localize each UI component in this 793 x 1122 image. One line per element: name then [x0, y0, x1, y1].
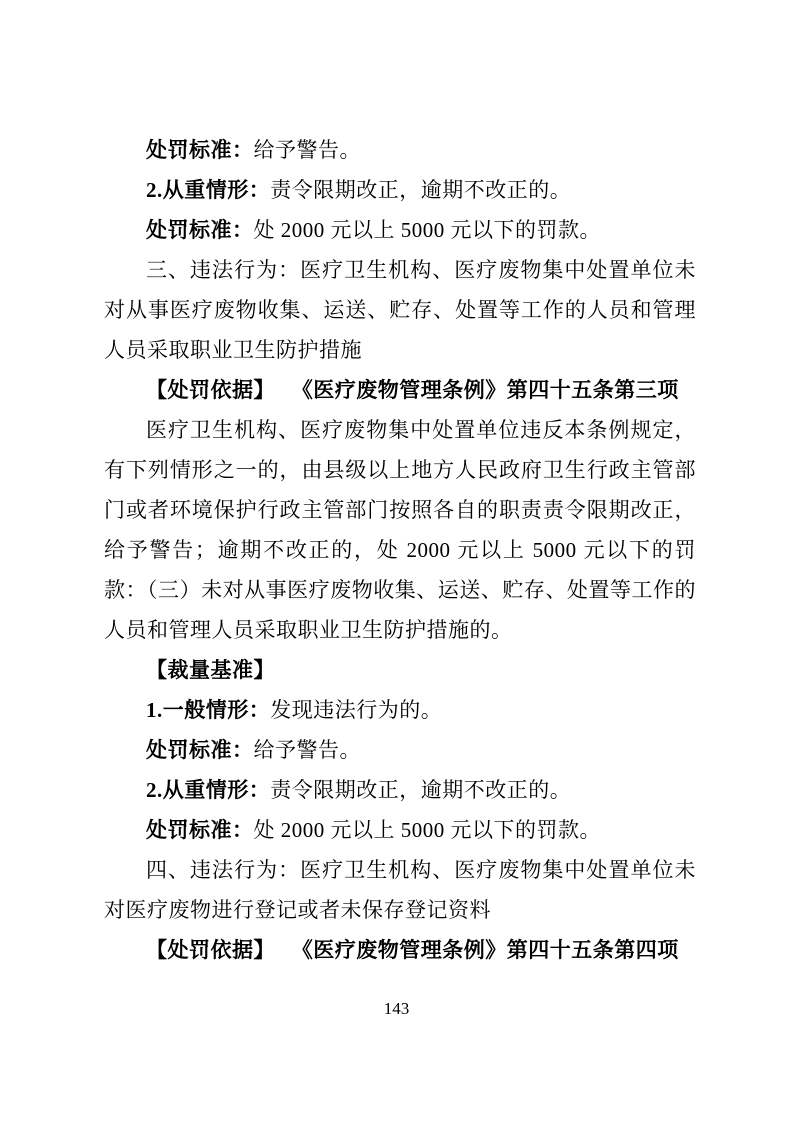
text-run: 给予警告。	[253, 138, 361, 162]
bold-text-run: 处罚标准：	[146, 218, 254, 242]
paragraph	[104, 130, 696, 170]
page-number: 143	[383, 999, 410, 1018]
text-run: 发现违法行为的。	[270, 698, 443, 722]
text-run: 责令限期改正，逾期不改正的。	[270, 178, 572, 202]
bold-text-run: 【处罚依据】 《医疗废物管理条例》第四十五条第三项	[146, 378, 679, 402]
bold-text-run: 【处罚依据】 《医疗废物管理条例》第四十五条第四项	[146, 938, 679, 962]
paragraph	[104, 690, 696, 730]
paragraph	[104, 370, 696, 410]
bold-text-run: 处罚标准：	[146, 818, 254, 842]
paragraph	[104, 930, 696, 970]
document-body	[104, 130, 696, 970]
bold-text-run: 1.一般情形：	[146, 698, 271, 722]
bold-text-run: 处罚标准：	[146, 138, 254, 162]
text-run: 四、违法行为：医疗卫生机构、医疗废物集中处置单位未对医疗废物进行登记或者未保存登记资料	[104, 858, 696, 922]
bold-text-run: 处罚标准：	[146, 738, 254, 762]
text-run: 三、违法行为：医疗卫生机构、医疗废物集中处置单位未对从事医疗废物收集、运送、贮存、处置等工作的人员和管理人员采取职业卫生防护措施	[104, 258, 696, 362]
paragraph	[104, 850, 696, 930]
text-run: 给予警告。	[253, 738, 361, 762]
paragraph	[104, 210, 696, 250]
bold-text-run: 2.从重情形：	[146, 178, 271, 202]
paragraph	[104, 770, 696, 810]
paragraph	[104, 410, 696, 650]
text-run: 医疗卫生机构、医疗废物集中处置单位违反本条例规定，有下列情形之一的，由县级以上地方人民政府卫生行政主管部门或者环境保护行政主管部门按照各自的职责责令限期改正，给予警告；逾期不改正的，处 2000 元以上 5000 元以下的罚款：（三）未对从事医疗废物收集、运送、贮存、处置等工作的人员和管理人员采取职业卫生防护措施的。	[104, 418, 696, 642]
paragraph	[104, 810, 696, 850]
text-run: 责令限期改正，逾期不改正的。	[270, 778, 572, 802]
bold-text-run: 【裁量基准】	[146, 658, 275, 682]
paragraph	[104, 730, 696, 770]
bold-text-run: 2.从重情形：	[146, 778, 271, 802]
paragraph	[104, 650, 696, 690]
paragraph	[104, 250, 696, 370]
paragraph	[104, 170, 696, 210]
text-run: 处 2000 元以上 5000 元以下的罚款。	[253, 218, 601, 242]
text-run: 处 2000 元以上 5000 元以下的罚款。	[253, 818, 601, 842]
